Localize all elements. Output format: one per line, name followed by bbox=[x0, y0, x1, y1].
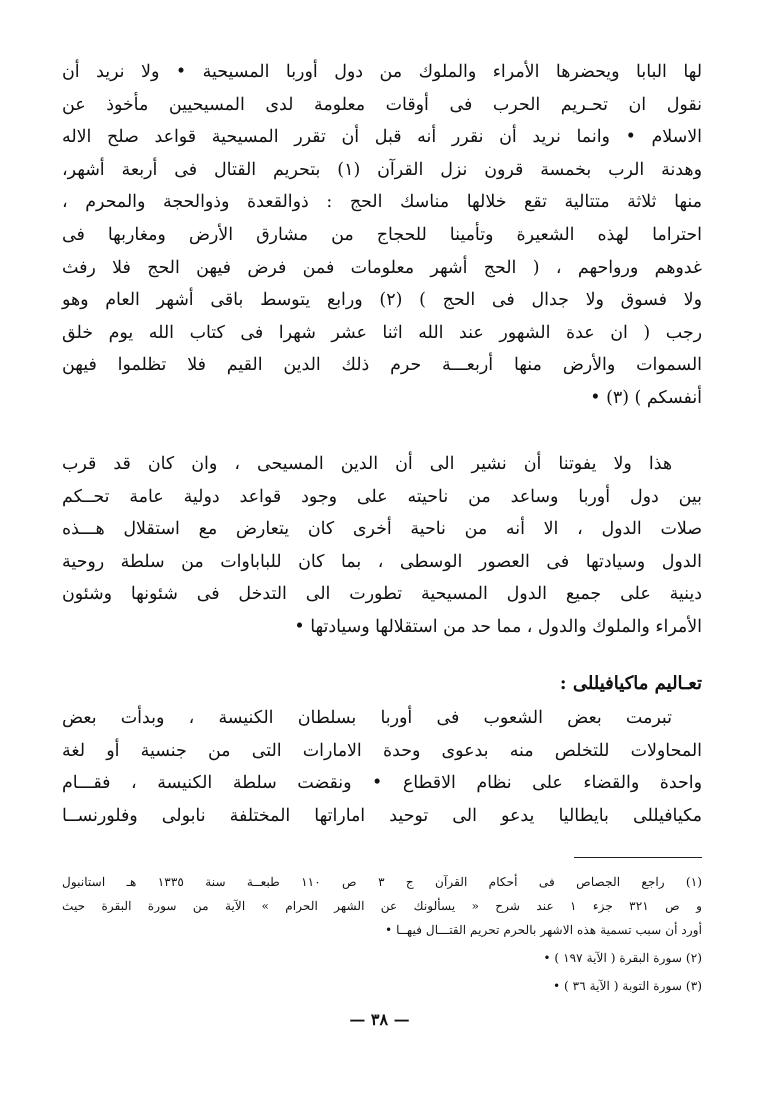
text-line: صلات الدول ، الا أنه من ناحية أخرى كان يتعارض مع استقلال هـــذه bbox=[62, 519, 702, 540]
footnote-line: و ص ٣٢١ جزء ١ عند شرح « يسألونك عن الشهر الحرام » الآية من سورة البقرة حيث bbox=[62, 899, 702, 913]
text-line: الدول وسيادتها فى العصور الوسطى ، بما كان للباباوات من سلطة روحية bbox=[62, 551, 702, 572]
text-line: نقول ان تحـريم الحرب فى أوقات معلومة لدى المسيحيين مأخوذ عن bbox=[62, 94, 702, 115]
page-number: — ٣٨ — bbox=[349, 1010, 410, 1029]
text-line: الاسلام • وانما نريد أن نقرر أنه قبل أن تقرر المسيحية قواعد صلح الاله bbox=[62, 127, 702, 148]
text-line: رجب ( ان عدة الشهور عند الله اثنا عشر شهرا فى كتاب الله يوم خلق bbox=[62, 322, 702, 343]
paragraph-2 bbox=[62, 448, 702, 644]
text-line: منها ثلاثة متتالية تقع خلالها مناسك الحج : ذوالقعدة وذوالحجة والمحرم ، bbox=[62, 192, 702, 213]
text-line: تبرمت بعض الشعوب فى أوربا بسلطان الكنيسة ، وبدأت بعض bbox=[62, 708, 672, 728]
text-line: احتراما لهذه الشعيرة وتأمينا للحجاج من مشارق الأرض ومغاربها فى bbox=[62, 224, 702, 245]
text-line: دينية على جميع الدول المسيحية تطورت الى التدخل فى شئونها وشئون bbox=[62, 584, 702, 605]
text-line: غدوهم ورواحهم ، ( الحج أشهر معلومات فمن فرض فيهن الحج فلا رفث bbox=[62, 257, 702, 278]
section-heading: تعـاليم ماكيافيللى : bbox=[559, 673, 702, 694]
footnote-line: (١) راجع الجصاص فى أحكام القرآن ج ٣ ص ١١٠ طبعــة سنة ١٣٣٥ هـ استانبول bbox=[62, 875, 702, 889]
footnote-divider bbox=[574, 857, 702, 858]
text-line: واحدة والقضاء على نظام الاقطاع • ونقضت سلطة الكنيسة ، فقـــام bbox=[62, 773, 702, 794]
text-line: هذا ولا يفوتنا أن نشير الى أن الدين المسيحى ، وان كان قد قرب bbox=[62, 454, 672, 474]
footnotes bbox=[62, 870, 702, 998]
text-line: المحاولات للتخلص منه بدعوى وحدة الامارات التى من جنسية أو لغة bbox=[62, 740, 702, 761]
text-line: وهدنة الرب بخمسة قرون نزل القرآن (١) بتحريم القتال فى أربعة أشهر، bbox=[62, 159, 702, 180]
text-line: الأمراء والملوك والدول ، مما حد من استقلالها وسيادتها • bbox=[294, 616, 702, 637]
footnote-line: (٣) سورة التوبة ( الآية ٣٦ ) • bbox=[552, 979, 702, 993]
text-line: أنفسكم ) (٣) • bbox=[590, 387, 702, 408]
paragraph-3 bbox=[62, 702, 702, 832]
text-line: مكيافيللى بايطاليا يدعو الى توحيد اماراتها المختلفة نابولى وفلورنســا bbox=[62, 805, 702, 826]
text-line: ولا فسوق ولا جدال فى الحج ) (٢) ورابع يتوسط باقى أشهر العام وهو bbox=[62, 290, 702, 311]
text-line: بين دول أوربا وساعد من ناحيته على وجود قواعد دولية عامة تحــكم bbox=[62, 486, 702, 507]
text-line: السموات والأرض منها أربعـــة حرم ذلك الدين القيم فلا تظلموا فيهن bbox=[62, 355, 702, 376]
footnote-line: أورد أن سبب تسمية هذه الاشهر بالحرم تحريم القتـــال فيهــا • bbox=[385, 923, 702, 937]
paragraph-1 bbox=[62, 56, 702, 415]
footnote-line: (٢) سورة البقرة ( الآية ١٩٧ ) • bbox=[543, 951, 702, 965]
text-line: لها البابا ويحضرها الأمراء والملوك من دول أوربا المسيحية • ولا نريد أن bbox=[62, 62, 702, 82]
